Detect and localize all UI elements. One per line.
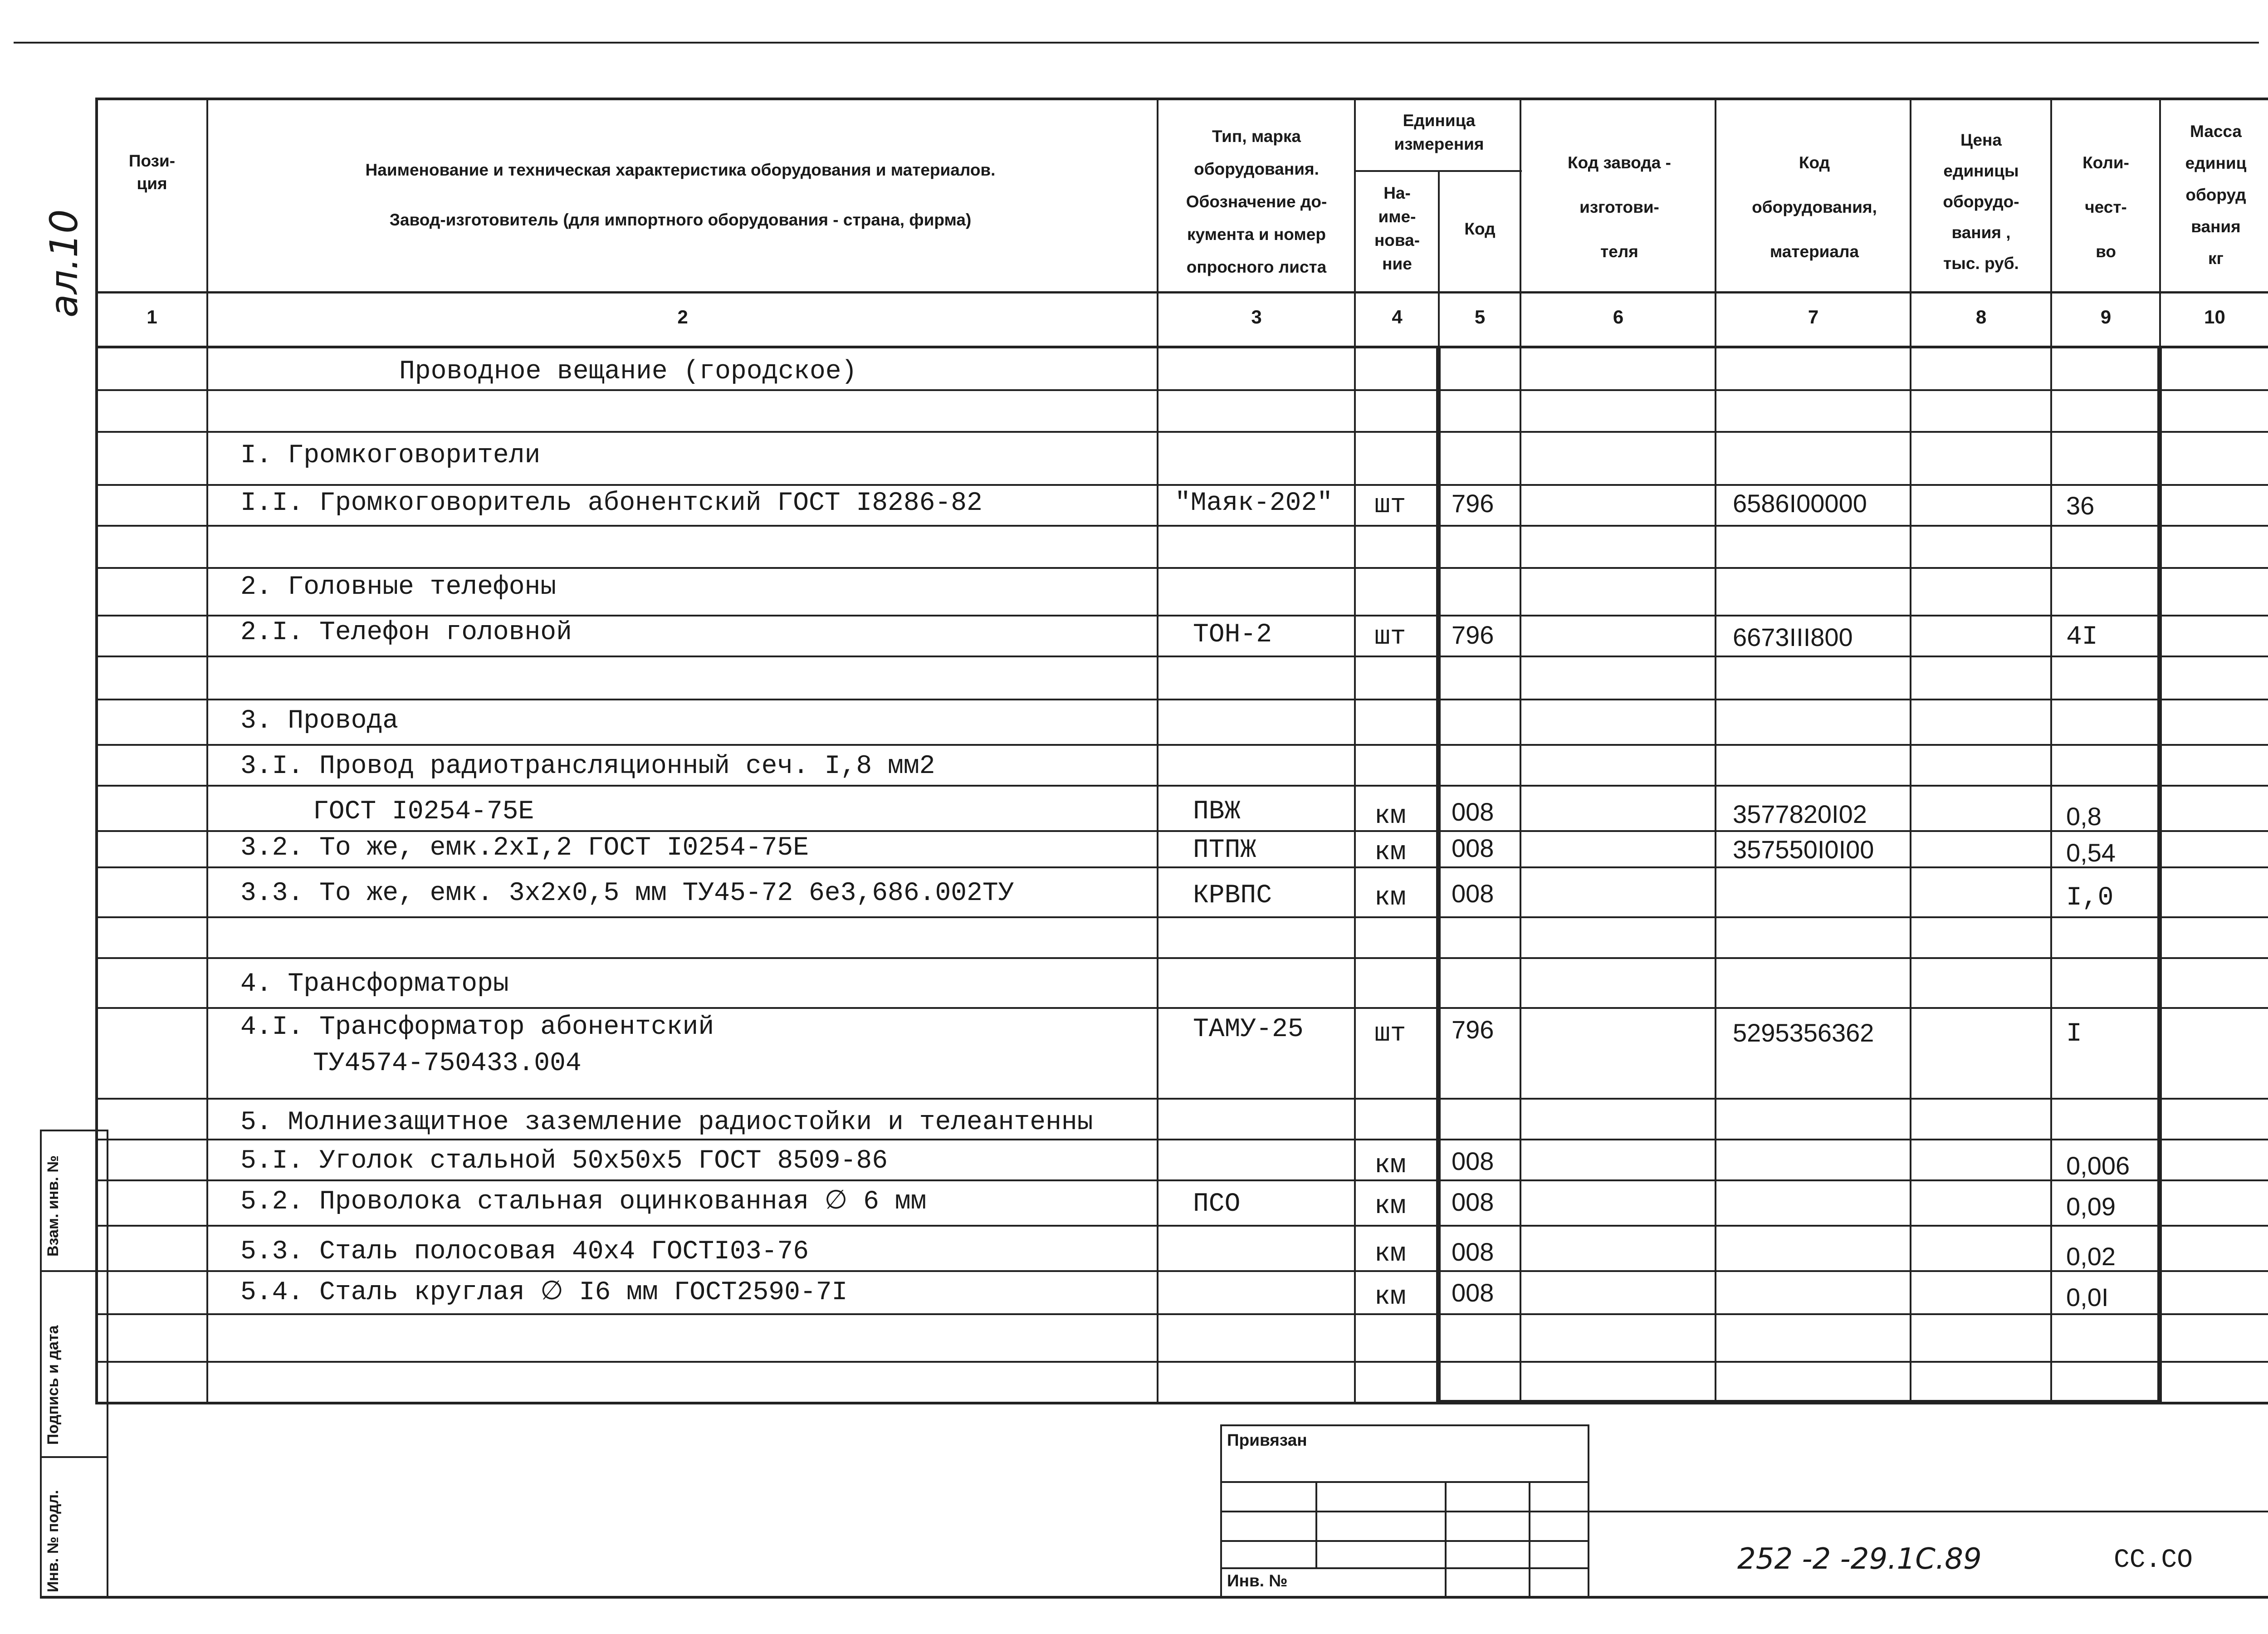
row-type: ПТПЖ [1193, 836, 1256, 865]
row-unit: км [1374, 1239, 1406, 1269]
row-qty: 0,8 [2066, 802, 2102, 831]
row-qty: I [2066, 1019, 2082, 1049]
row-unit: км [1374, 1282, 1406, 1312]
side-label-inv-original: Инв. № подл. [44, 1490, 62, 1592]
table-row: ТУ4574-750433.004 [313, 1049, 582, 1078]
row-qty: I,0 [2066, 883, 2114, 913]
row-unit: км [1374, 883, 1406, 913]
table-row: 2. Головные телефоны [240, 572, 557, 602]
row-code: 796 [1452, 621, 1494, 649]
table-row: 3.3. То же, емк. 3х2х0,5 мм ТУ45-72 6е3,686.002ТУ [240, 879, 1014, 908]
row-type: КРВПС [1193, 881, 1272, 910]
row-qty: 0,09 [2066, 1192, 2116, 1221]
row-code: 008 [1452, 797, 1494, 826]
row-code: 008 [1452, 1238, 1494, 1266]
table-row: 4. Трансформаторы [240, 969, 509, 999]
sheet-mark: ал.10 [42, 209, 86, 318]
table-row: I. Громкоговорители [240, 441, 541, 470]
row-unit: км [1374, 1151, 1406, 1180]
row-type: ТОН-2 [1193, 620, 1272, 650]
top-rule [14, 42, 2259, 44]
row-code: 008 [1452, 1278, 1494, 1307]
row-unit: км [1374, 1192, 1406, 1221]
header-price: Цена единицы оборудо- вания , тыс. руб. [1943, 131, 2019, 273]
table-row: 5.2. Проволока стальная оцинкованная ∅ 6 мм [240, 1187, 927, 1217]
row-type: ТАМУ-25 [1193, 1015, 1304, 1044]
doc-code: 252 -2 -29.1С.89 [1737, 1542, 1982, 1576]
row-code: 796 [1452, 489, 1494, 518]
table-row: 3.I. Провод радиотрансляционный сеч. I,8 мм2 [240, 752, 935, 781]
row-unit: шт [1374, 622, 1406, 652]
table-row: ГОСТ I0254-75Е [313, 797, 534, 827]
row-qty: 0,006 [2066, 1151, 2130, 1180]
header-unit: Единица измерения [1394, 111, 1484, 153]
table-row: I.I. Громкоговоритель абонентский ГОСТ I8286-82 [240, 489, 982, 518]
row-qty: 36 [2066, 491, 2095, 520]
side-label-replace-inv: Взам. инв. № [44, 1155, 62, 1257]
colnum-10: 10 [2204, 306, 2225, 328]
row-qty: 0,02 [2066, 1242, 2116, 1271]
row-qty: 4I [2066, 622, 2098, 652]
row-unit: км [1374, 838, 1406, 867]
table-row: 3. Провода [240, 706, 399, 736]
row-equip: 6586I00000 [1733, 489, 1867, 518]
row-qty: 0,0I [2066, 1283, 2109, 1311]
row-code: 008 [1452, 1188, 1494, 1216]
header-position: Пози- ция [128, 152, 176, 193]
stamp-inv-label: Инв. № [1227, 1571, 1288, 1590]
header-unit-name: На- име- нова- ние [1374, 184, 1420, 273]
table-row: 5.I. Уголок стальной 50х50х5 ГОСТ 8509-86 [240, 1146, 888, 1176]
colnum-9: 9 [2100, 306, 2112, 328]
row-type: ПСО [1193, 1189, 1241, 1219]
row-equip: 6673III800 [1733, 623, 1853, 651]
row-type: ПВЖ [1193, 797, 1241, 827]
row-equip: 357550I0I00 [1733, 835, 1874, 864]
header-equip-code: Код оборудования, материала [1752, 153, 1877, 261]
table-row: 5.4. Сталь круглая ∅ I6 мм ГОСТ2590-7I [240, 1278, 848, 1307]
row-unit: км [1374, 802, 1406, 831]
row-code: 008 [1452, 879, 1494, 908]
row-equip: 3577820I02 [1733, 800, 1867, 828]
row-unit: шт [1374, 491, 1406, 520]
colnum-5: 5 [1474, 306, 1486, 328]
table-row: Проводное вещание (городское) [399, 357, 857, 386]
row-unit: шт [1374, 1019, 1406, 1049]
stamp-bound-label: Привязан [1227, 1431, 1307, 1449]
header-name: Наименование и техническая характеристика оборудования и материалов. Завод-изготовитель (для импортного оборудования - страна, фирма) [365, 161, 996, 229]
header-factory-code: Код завода - изготови- теля [1568, 153, 1671, 261]
table-row: 5. Молниезащитное заземление радиостойки и телеантенны [240, 1108, 1093, 1137]
colnum-6: 6 [1613, 306, 1624, 328]
colnum-8: 8 [1975, 306, 1987, 328]
row-code: 796 [1452, 1015, 1494, 1044]
side-label-signature-date: Подпись и дата [44, 1325, 62, 1445]
table-row: 2.I. Телефон головной [240, 618, 572, 647]
row-qty: 0,54 [2066, 838, 2116, 867]
table-row: 5.3. Сталь полосовая 40х4 ГОСТI03-76 [240, 1237, 809, 1267]
colnum-4: 4 [1392, 306, 1403, 328]
row-type: "Маяк-202" [1175, 489, 1333, 518]
header-type: Тип, марка оборудования. Обозначение до- кумента и номер опросного листа [1186, 127, 1327, 276]
row-equip: 5295356362 [1733, 1018, 1874, 1047]
table-row: 4.I. Трансформатор абонентский [240, 1013, 714, 1042]
table-row: 3.2. То же, емк.2xI,2 ГОСТ I0254-75Е [240, 833, 809, 863]
header-qty: Коли- чест- во [2082, 153, 2129, 261]
colnum-7: 7 [1808, 306, 1819, 328]
colnum-2: 2 [677, 306, 688, 328]
row-code: 008 [1452, 1147, 1494, 1175]
header-unit-code: Код [1464, 220, 1496, 238]
colnum-1: 1 [147, 306, 157, 328]
sheet-code: СС.СО [2114, 1546, 2193, 1575]
colnum-3: 3 [1251, 306, 1262, 328]
header-mass: Масса единиц оборуд вания кг [2185, 122, 2247, 265]
row-code: 008 [1452, 834, 1494, 862]
